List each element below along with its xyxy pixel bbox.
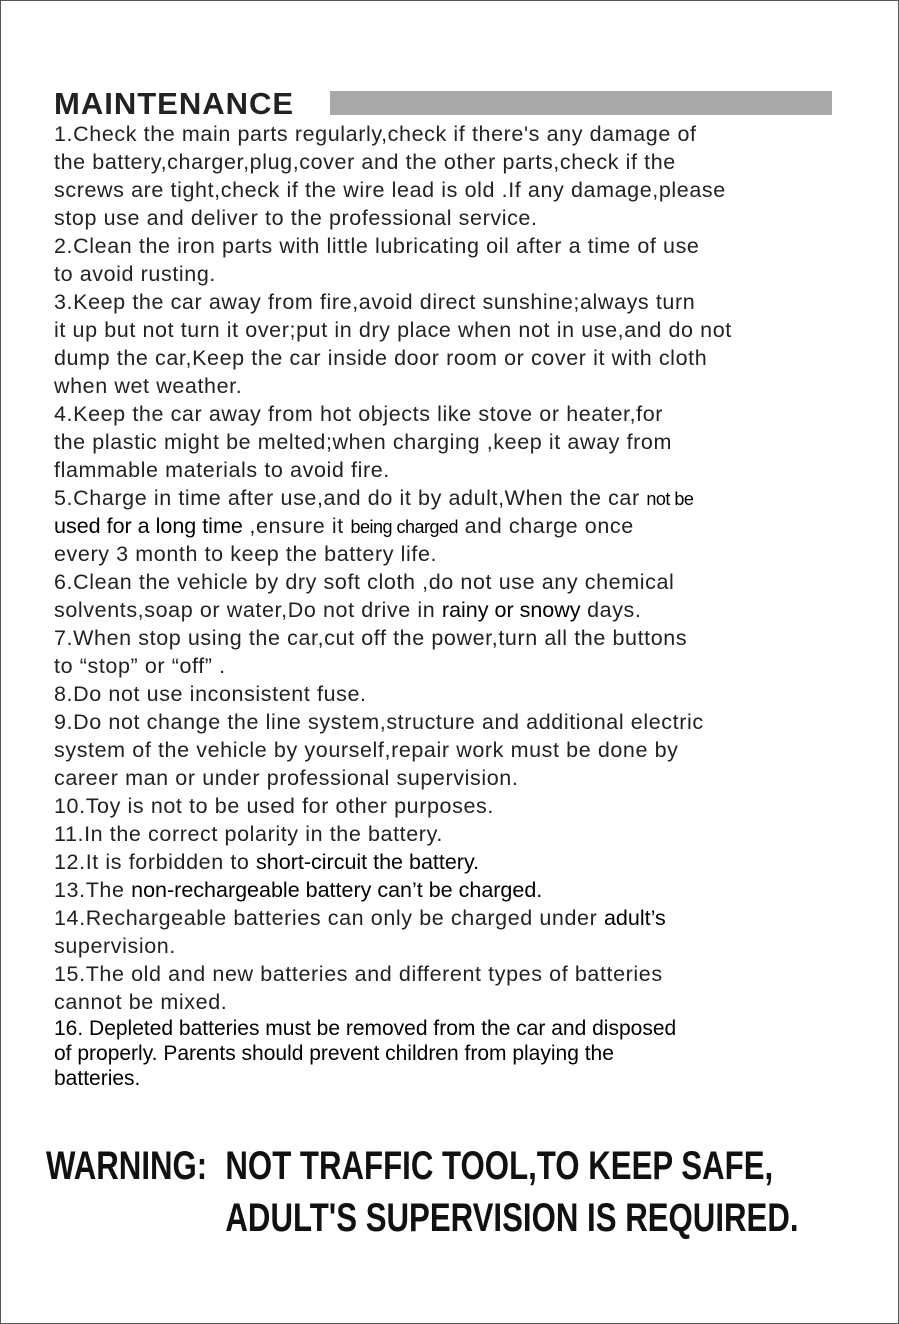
text-line: 16. Depleted batteries must be removed from the car and disposed [54,1017,677,1040]
text-segment-not-be: not be [646,489,694,509]
text-line: it up but not turn it over;put in dry place when not in use,and do not [54,318,732,342]
text-line: when wet weather. [54,374,243,398]
warning-block [46,1140,799,1244]
text-line: 6.Clean the vehicle by dry soft cloth ,do not use any chemical [54,570,675,594]
text-segment-used-long: used for a long time [54,514,243,538]
warning-line-1: NOT TRAFFIC TOOL,TO KEEP SAFE, [225,1144,774,1188]
text-line [54,512,864,540]
text-line: screws are tight,check if the wire lead is old .If any damage,please [54,178,726,202]
text-line: 3.Keep the car away from fire,avoid direct sunshine;always turn [54,290,696,314]
text-segment-short-circuit: short-circuit the battery. [256,850,480,874]
text-segment-adults: adult’s [603,906,666,930]
text-line [54,876,864,904]
text-line: of properly. Parents should prevent children from playing the [54,1042,614,1065]
warning-row-2 [46,1192,799,1244]
maintenance-list [54,120,864,1016]
text-segment: 12.It is forbidden to [54,850,250,874]
section-header [54,86,834,122]
text-line: 1.Check the main parts regularly,check if there's any damage of [54,122,697,146]
text-segment-non-rechargeable: non-rechargeable battery can’t be charged. [131,878,543,902]
text-line: system of the vehicle by yourself,repair work must be done by [54,738,679,762]
text-line: 15.The old and new batteries and different types of batteries [54,962,663,986]
text-line [54,484,864,512]
text-line: 8.Do not use inconsistent fuse. [54,682,367,706]
text-line: supervision. [54,934,176,958]
text-line: the battery,charger,plug,cover and the other parts,check if the [54,150,676,174]
item-16 [54,1016,854,1091]
title-decoration-bar [330,91,832,115]
text-line: 7.When stop using the car,cut off the power,turn all the buttons [54,626,688,650]
text-line: career man or under professional supervision. [54,766,519,790]
text-line: the plastic might be melted;when charging ,keep it away from [54,430,672,454]
section-title: MAINTENANCE [54,86,295,121]
text-line: stop use and deliver to the professional service. [54,206,538,230]
text-line: 11.In the correct polarity in the battery. [54,822,443,846]
text-line [54,596,864,624]
text-line: 2.Clean the iron parts with little lubricating oil after a time of use [54,234,700,258]
text-line: 4.Keep the car away from hot objects like stove or heater,for [54,402,664,426]
text-line: flammable materials to avoid fire. [54,458,390,482]
text-line: batteries. [54,1067,141,1090]
text-line: to avoid rusting. [54,262,216,286]
warning-row-1 [46,1140,799,1192]
text-segment: 14.Rechargeable batteries can only be charged under [54,906,598,930]
text-line: 10.Toy is not to be used for other purposes. [54,794,494,818]
text-line: dump the car,Keep the car inside door room or cover it with cloth [54,346,708,370]
text-line [54,904,864,932]
text-segment-charge-once: and charge once [458,514,634,538]
text-line: to “stop” or “off” . [54,654,226,678]
text-segment: 13.The [54,878,125,902]
text-line [54,848,864,876]
text-segment-ensure: ,ensure it [242,514,344,538]
text-segment-rainy: rainy or snowy [441,598,581,622]
text-line: every 3 month to keep the battery life. [54,542,438,566]
text-segment: days. [587,598,642,622]
text-line: cannot be mixed. [54,990,228,1014]
warning-label: WARNING: [46,1144,208,1188]
text-segment: 5.Charge in time after use,and do it by adult,When the car [54,486,640,510]
text-segment: solvents,soap or water,Do not drive in [54,598,436,622]
text-line: 9.Do not change the line system,structure and additional electric [54,710,704,734]
warning-line-2: ADULT'S SUPERVISION IS REQUIRED. [225,1196,799,1240]
text-segment-being-charged: being charged [350,517,459,537]
